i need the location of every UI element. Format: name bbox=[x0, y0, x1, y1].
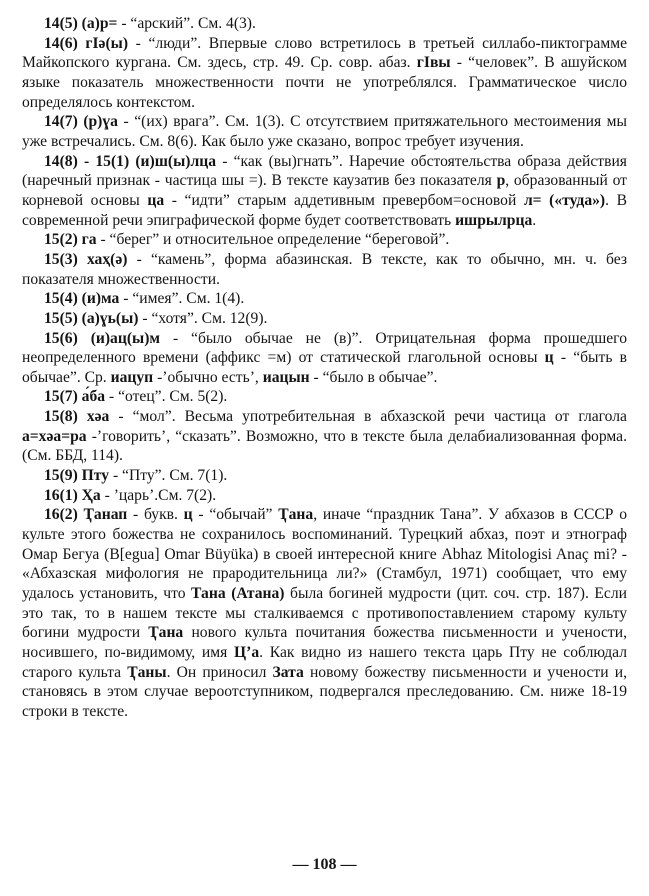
entry-text: - “отец”. См. 5(2). bbox=[105, 388, 228, 406]
paragraph bbox=[22, 407, 627, 466]
entry-term: ц bbox=[544, 349, 554, 367]
entry-text: . Как видно из нашего текста царь Пту не соблюдал старого культа bbox=[22, 644, 627, 681]
paragraph bbox=[22, 112, 627, 151]
entry-text: . В современной речи эпиграфической форме будет соответствовать bbox=[22, 191, 628, 229]
entry-term: ц bbox=[183, 506, 193, 524]
entry-text: - “имея”. См. 1(4). bbox=[119, 290, 245, 308]
entry-term: р bbox=[496, 172, 506, 190]
entry-text: - “быть в обычае”. Ср. bbox=[22, 349, 627, 386]
entry-text: - ’царь’.См. 7(2). bbox=[100, 486, 217, 504]
entry-text: - “мол”. Весьма употребительная в абхазской речи частица от глагола bbox=[109, 408, 627, 426]
entry-text: - “(их) врага”. См. 1(3). С отсутствием притяжательного местоимения мы уже встречались. См. 8(6). Как было уже сказано, вопрос требует изучения. bbox=[22, 113, 627, 150]
entry-term: 15(7) а́ба bbox=[44, 388, 106, 406]
entry-term: 16(1) Ҳа bbox=[44, 486, 101, 504]
paragraph bbox=[22, 387, 627, 407]
entry-term: Тана (Атана) bbox=[191, 585, 285, 603]
entry-term: Зата bbox=[272, 663, 304, 681]
entry-term: 15(5) (а)ɣь(ы) bbox=[44, 309, 139, 327]
entry-text: -’говорить’, “сказать”. Возможно, что в тексте была делабиализованная форма. (См. ББД, 114). bbox=[22, 427, 627, 465]
entry-term: 16(2) Ҭанап bbox=[44, 506, 128, 524]
entry-term: 15(4) (и)ма bbox=[44, 290, 120, 308]
paragraph bbox=[22, 466, 627, 486]
paragraph bbox=[22, 34, 627, 113]
entry-text: - “берег” и относительное определение “береговой”. bbox=[96, 231, 450, 249]
entry-text: - “Пту”. См. 7(1). bbox=[109, 467, 228, 485]
entry-text: новому божеству письменности и учености и, становясь в этом случае вероотступником, подвергался преследованию. См. ниже 18-19 строки в тексте. bbox=[22, 663, 627, 720]
entry-text: - “идти” старым аддетивным превербом=основой bbox=[164, 191, 524, 209]
entry-text: . Он приносил bbox=[166, 663, 273, 681]
entry-term: иацуп bbox=[110, 368, 154, 386]
entry-text: была богиней мудрости (цит. соч. стр. 187). Если это так, то в нашем тексте мы сталкиваемся с противопоставлением старому культу богини мудрости bbox=[22, 585, 627, 642]
entry-text: - букв. bbox=[127, 506, 184, 524]
entry-text: . bbox=[532, 211, 537, 229]
entry-term: 15(9) Пту bbox=[44, 467, 110, 485]
entry-text: - “арский”. См. 4(3). bbox=[117, 15, 256, 32]
paragraph bbox=[22, 152, 627, 231]
entry-text: - “было обычае не (в)”. Отрицательная форма прошедшего неопределенного времени (аффикс =м) от статической глагольной основы bbox=[22, 329, 627, 367]
entry-text: , образованный от корневой основы bbox=[22, 172, 627, 209]
entry-term: Ҭана bbox=[278, 506, 314, 524]
entry-term: гIвы bbox=[416, 54, 451, 72]
entry-text: - “хотя”. См. 12(9). bbox=[138, 309, 268, 327]
paragraph bbox=[22, 309, 627, 329]
entry-term: 15(2) га bbox=[44, 231, 97, 249]
entry-term: а=хәа=ра bbox=[22, 427, 87, 445]
entry-text: - “камень”, форма абазинская. В тексте, как то обычно, мн. ч. без показателя множественности. bbox=[22, 250, 627, 288]
entry-text: - “люди”. Впервые слово встретилось в третьей силлабо-пиктограмме Майкопского кургана. См. здесь, стр. 49. Ср. совр. абаз. bbox=[22, 34, 627, 72]
paragraph bbox=[22, 505, 627, 721]
entry-term: 14(5) (а)р= bbox=[44, 15, 118, 32]
entry-term: 14(6) гIә(ы) bbox=[44, 34, 129, 52]
entry-text: - “было в обычае”. bbox=[309, 368, 438, 386]
paragraph bbox=[22, 289, 627, 309]
entry-term: 15(8) хәа bbox=[44, 408, 110, 426]
entry-term: ишрылрца bbox=[455, 211, 533, 229]
body-text bbox=[22, 14, 627, 722]
entry-term: л= («туда») bbox=[523, 191, 606, 209]
entry-text: - “обычай” bbox=[192, 506, 279, 524]
entry-text: - “как (вы)гнать”. Наречие обстоятельства образа действия (наречный признак - частица шы =). В тексте каузатив без показателя bbox=[22, 152, 627, 190]
page-number: — 108 — bbox=[292, 856, 357, 873]
paragraph bbox=[22, 14, 627, 34]
entry-term: 14(7) (р)ɣа bbox=[44, 113, 118, 131]
entry-term: Ҭаны bbox=[127, 663, 167, 681]
entry-term: иацын bbox=[262, 368, 310, 386]
paragraph bbox=[22, 230, 627, 250]
entry-term: Ц’а bbox=[234, 644, 260, 661]
entry-term: 15(3) хаҳ(ә) bbox=[44, 250, 128, 268]
entry-text: нового культа почитания божества письменности и учености, носившего, по-видимому, имя bbox=[22, 624, 627, 661]
entry-term: Ҭана bbox=[148, 624, 184, 642]
entry-text: - “человек”. В ашуйском языке показатель множественности почти не употреблялся. Грамматическое число определялось контекстом. bbox=[22, 54, 628, 111]
entry-term: 14(8) - 15(1) (и)ш(ы)лца bbox=[44, 152, 216, 170]
entry-term: ца bbox=[147, 191, 165, 209]
paragraph bbox=[22, 486, 627, 506]
entry-text: -’обычно есть’, bbox=[153, 368, 263, 386]
entry-term: 15(6) (и)ац(ы)м bbox=[44, 329, 161, 347]
paragraph bbox=[22, 329, 627, 388]
entry-text: , иначе “праздник Тана”. У абхазов в СССР о культе этого божества не сохранилось воспоминаний. Турецкий абхаз, поэт и этнограф Омар Бегуа (B[egua] Omar Büyüka) в своей интересной книге Abhaz Mitologisi Anaç mi? - «Абхазская мифология не прародительница ли?» (Стамбул, 1971) сообщает, что ему удалось установить, что bbox=[22, 506, 627, 603]
paragraph bbox=[22, 250, 627, 289]
